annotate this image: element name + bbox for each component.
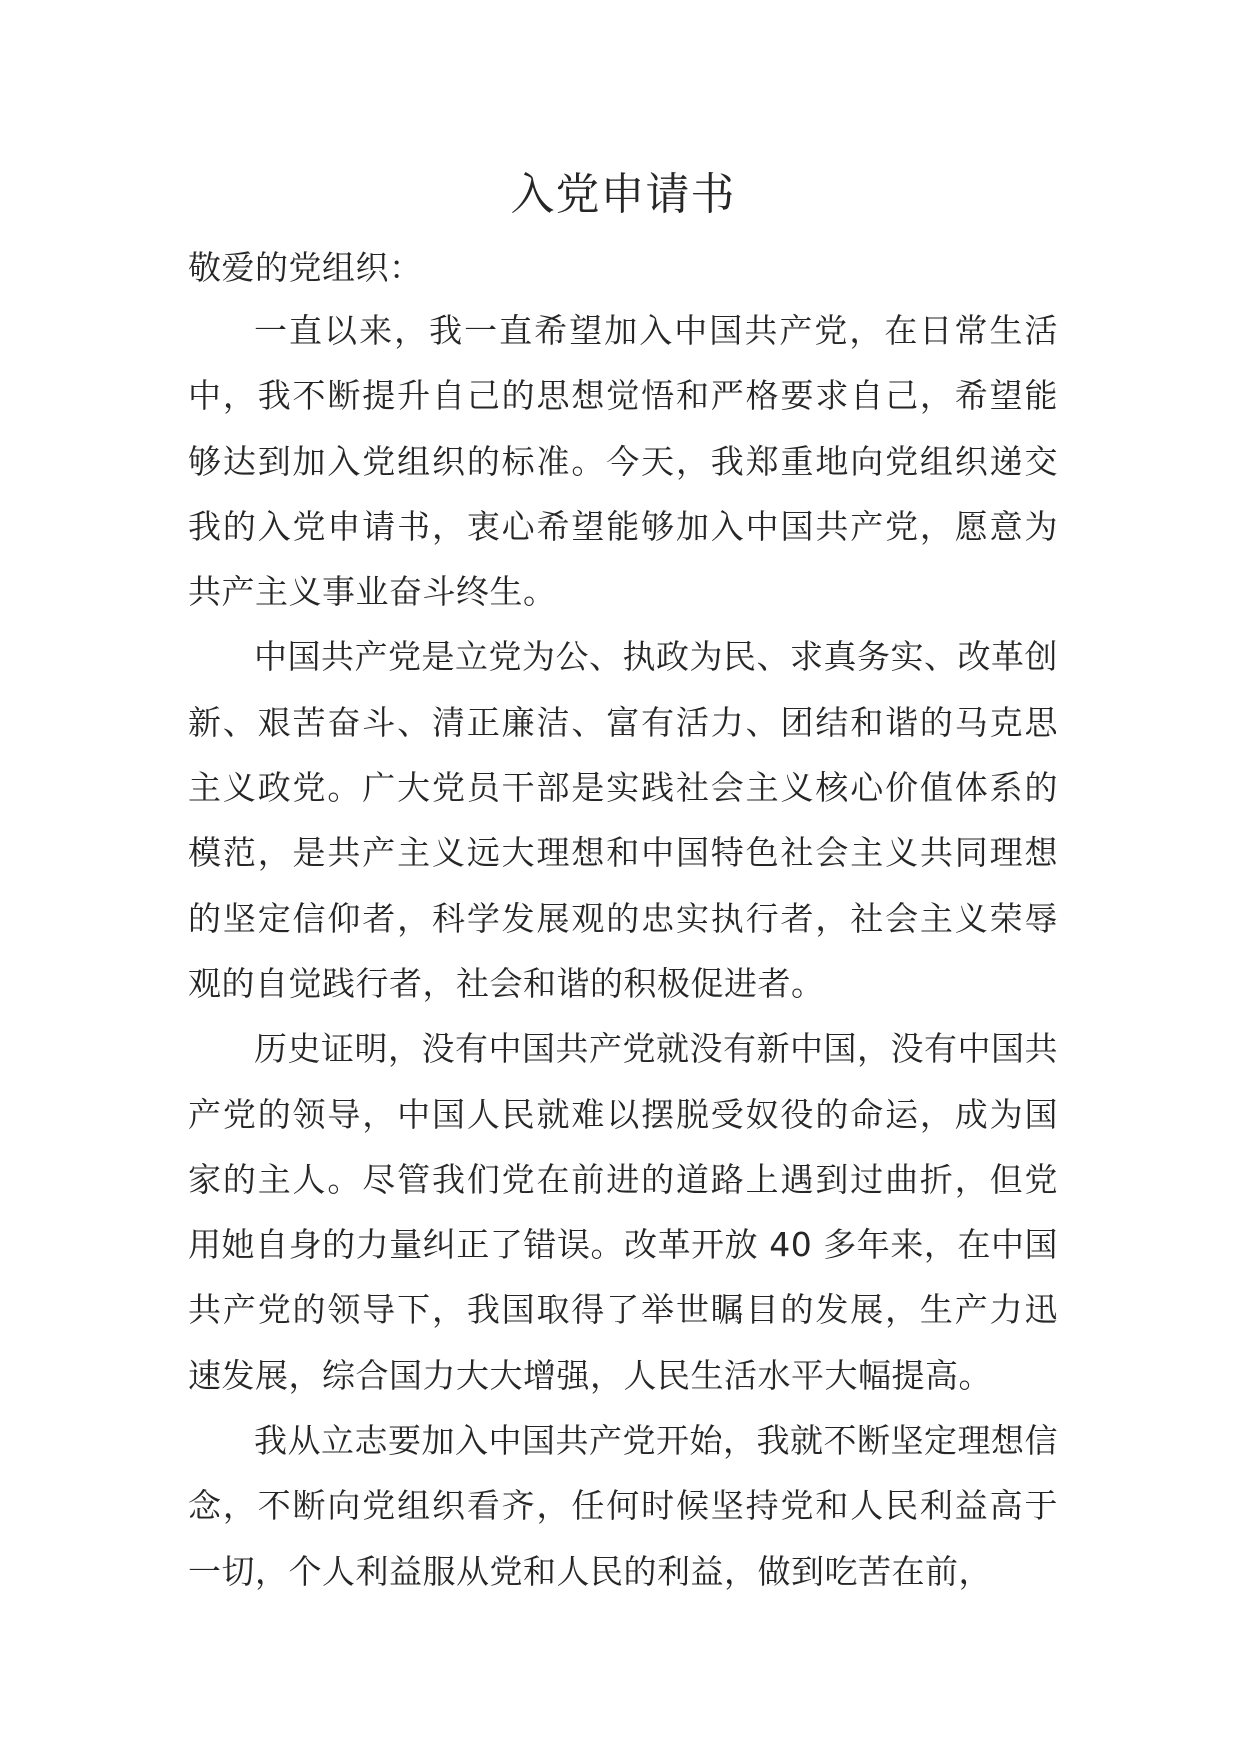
- document-title: 入党申请书: [510, 169, 736, 220]
- paragraph-2: 中国共产党是立党为公、执政为民、求真务实、改革创新、艰苦奋斗、清正廉洁、富有活力、团结和谐的马克思主义政党。广大党员干部是实践社会主义核心价值体系的模范，是共产主义远大理想和中国特色社会主义共同理想的坚定信仰者，科学发展观的忠实执行者，社会主义荣辱观的自觉践行者，社会和谐的积极促进者。: [188, 637, 1058, 1003]
- salutation: 敬爱的党组织：: [188, 248, 423, 287]
- paragraph-1: 一直以来，我一直希望加入中国共产党，在日常生活中，我不断提升自己的思想觉悟和严格要求自己，希望能够达到加入党组织的标准。今天，我郑重地向党组织递交我的入党申请书，衷心希望能够加入中国共产党，愿意为共产主义事业奋斗终生。: [188, 311, 1058, 612]
- paragraph-4: 我从立志要加入中国共产党开始，我就不断坚定理想信念，不断向党组织看齐，任何时候坚持党和人民利益高于一切，个人利益服从党和人民的利益，做到吃苦在前，: [188, 1421, 1058, 1591]
- document-page: [188, 152, 1058, 1604]
- paragraph-3: 历史证明，没有中国共产党就没有新中国，没有中国共产党的领导，中国人民就难以摆脱受奴役的命运，成为国家的主人。尽管我们党在前进的道路上遇到过曲折，但党用她自身的力量纠正了错误。改革开放 40 多年来，在中国共产党的领导下，我国取得了举世瞩目的发展，生产力迅速发展，综合国力大大增强，人民生活水平大幅提高。: [188, 1029, 1058, 1395]
